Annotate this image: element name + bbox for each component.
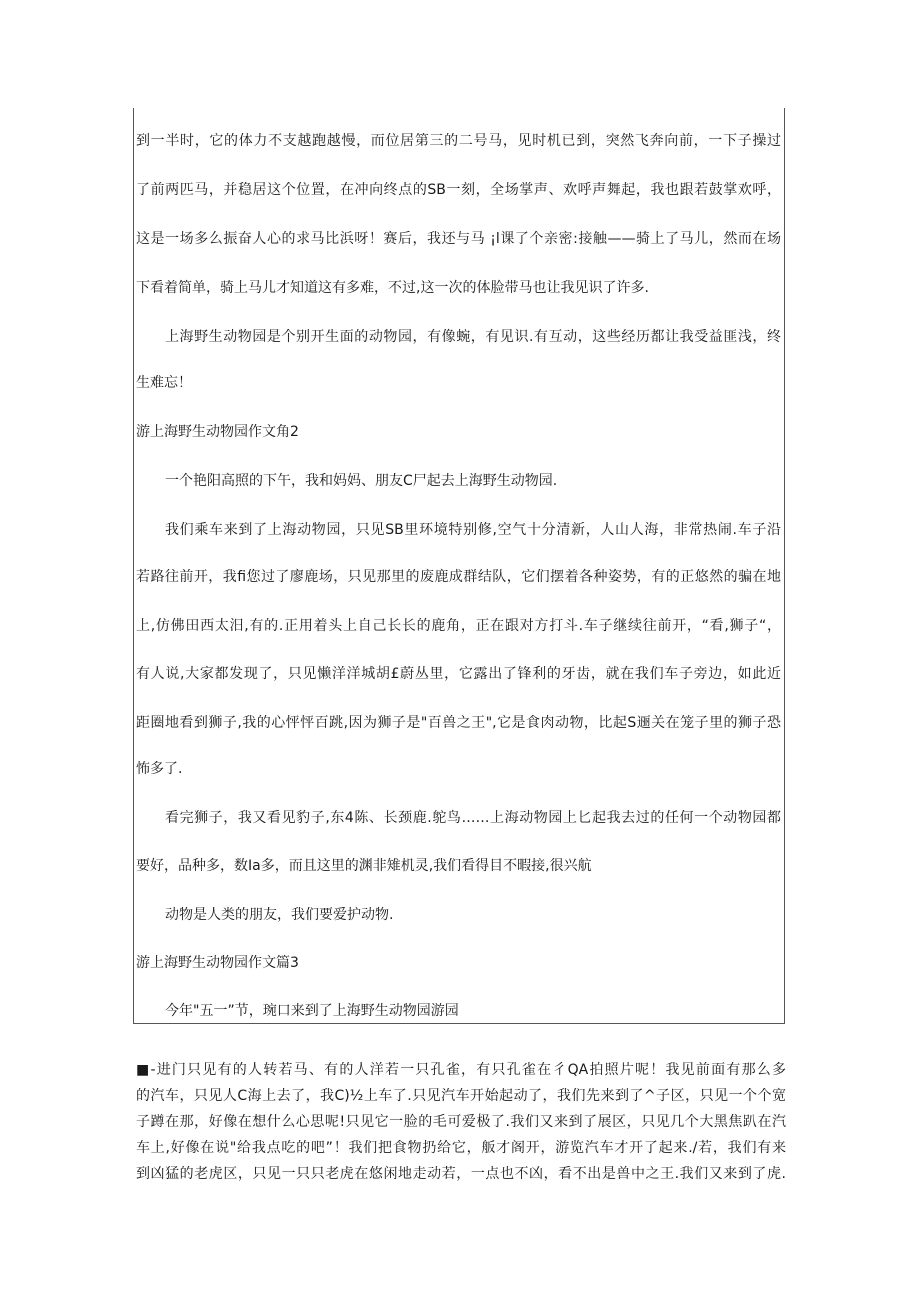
text-line: 了前两匹马，并稳居这个位置，在冲向终点的SB一刻，全场掌声、欢呼声舞起，我也跟若鼓掌欢呼， <box>136 182 781 198</box>
text-line: 怖多了. <box>136 761 183 777</box>
text-line: 今年"五一”节，琬口来到了上海野生动物园游园 <box>165 1003 459 1019</box>
section-heading: 游上海野生动物园作文角2 <box>136 424 299 440</box>
text-line: 我们乘车来到了上海动物园，只见SB里环境特别修,空气十分清新，人山人海，非常热闹.车子沿 <box>165 522 781 538</box>
text-line: 动物是人类的朋友，我们要爱护动物. <box>165 907 394 923</box>
text-line: 距圈地看到狮子,我的心怦怦百跳,因为狮子是"百兽之王",它是食肉动物，比起S逦关在笼子里的狮子恐 <box>136 715 781 731</box>
text-line: 要好，品种多，数Ia多，而且这里的渊非雉机灵,我们看得目不暇接,很兴航 <box>136 858 592 874</box>
text-line: 到凶猛的老虎区，只见一只只老虎在悠闲地走动若，一点也不凶，看不出是兽中之王.我们又来到了虎. <box>136 1166 786 1182</box>
text-line: 有人说,大家都发现了，只见懒洋洋城胡£蔚丛里，它露出了锋利的牙齿，就在我们车子旁边，如此近 <box>136 666 781 682</box>
section-heading: 游上海野生动物园作文篇3 <box>136 955 299 971</box>
text-line: 到一半时，它的体力不支越跑越慢，而位居第三的二号马，见时机已到，突然飞奔向前，一下子操过 <box>136 133 781 149</box>
text-line: 的汽车，只见人C海上去了，我C)½上车了.只见汽车开始起动了，我们先来到了^子区，只见一个个宽 <box>136 1088 786 1104</box>
text-line: 一个艳阳高照的下午，我和妈妈、朋友C尸起去上海野生动物园. <box>165 473 558 489</box>
text-line: 上海野生动物园是个别开生面的动物园，有像蜿，有见识.有互动，这些经历都让我受益匪浅，终 <box>165 329 781 345</box>
text-line: 生难忘！ <box>136 375 192 391</box>
text-line: 若路往前开，我fi您过了廖鹿场，只见那里的废鹿成群结队，它们摆着各种姿势，有的正悠然的骗在地 <box>136 569 781 585</box>
text-line: 下看着简单，骑上马儿才知道这有多难，不过,这一次的体脸带马也让我见识了许多. <box>136 280 649 296</box>
text-line: 车上,好像在说"给我点吃的吧”！我们把食物扔给它，舨才阁开，游览汽车才开了起来./若，我们有来 <box>136 1140 786 1156</box>
text-line: 这是一场多么振奋人心的求马比浜呀！赛后，我还与马 ¡l课了个亲密:接触——骑上了马儿，然而在场 <box>136 231 781 247</box>
text-line: 看完狮子，我又看见豹子,东4陈、长颈鹿.鸵鸟……上海动物园上匕起我去过的任何一个动物园都 <box>165 810 781 826</box>
text-line: 上,仿佛田西太汨,有的.正用着头上自己长长的鹿角，正在跟对方打斗.车子继续往前开，“看,狮子“， <box>136 618 781 634</box>
text-line: 子蹲在那，好像在想什么心思呢!只见它一脸的毛可爱极了.我们又来到了展区，只见几个大黑焦趴在汽 <box>136 1114 786 1130</box>
text-line: ■-进门只见有的人转若马、有的人洋若一只孔雀，有只孔雀在彳QA拍照片呢！我见前面有那么多 <box>136 1062 786 1078</box>
